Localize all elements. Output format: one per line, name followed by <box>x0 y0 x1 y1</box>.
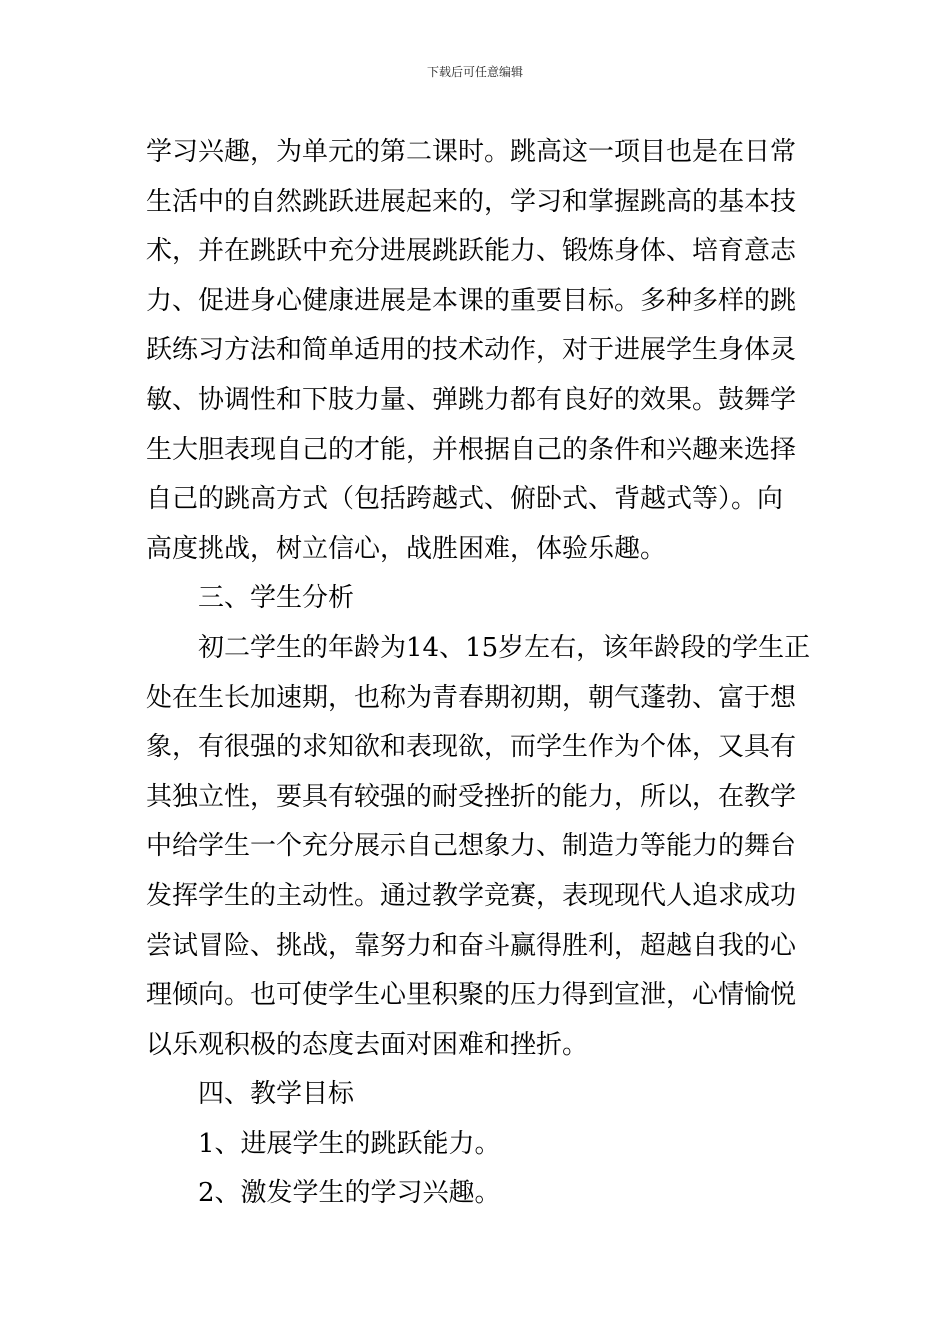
text-line: 高度挑战，树立信心，战胜困难，体验乐趣。 <box>146 533 667 564</box>
text-line: 尝试冒险、挑战，靠努力和奋斗赢得胜利，超越自我的心 <box>146 930 797 961</box>
text-line: 力、促进身心健康进展是本课的重要目标。多种多样的跳 <box>146 285 797 316</box>
text-line: 自己的跳高方式（包括跨越式、俯卧式、背越式等）。向 <box>146 484 784 515</box>
text-line: 象，有很强的求知欲和表现欲，而学生作为个体，又具有 <box>146 732 797 763</box>
text-line: 术，并在跳跃中充分进展跳跃能力、锻炼身体、培育意志 <box>146 236 797 267</box>
list-item: 1、进展学生的跳跃能力。 <box>198 1128 501 1159</box>
page-header: 下载后可任意编辑 <box>426 65 523 79</box>
text-line: 生大胆表现自己的才能，并根据自己的条件和兴趣来选择 <box>146 434 797 465</box>
text-line: 其独立性，要具有较强的耐受挫折的能力，所以，在教学 <box>146 781 797 812</box>
text-line: 敏、协调性和下肢力量、弹跳力都有良好的效果。鼓舞学 <box>146 384 797 415</box>
text-line: 跃练习方法和简单适用的技术动作，对于进展学生身体灵 <box>146 335 797 366</box>
list-item: 2、激发学生的学习兴趣。 <box>198 1178 501 1209</box>
text-line: 初二学生的年龄为14、15岁左右，该年龄段的学生正 <box>198 632 811 663</box>
text-line: 学习兴趣，为单元的第二课时。跳高这一项目也是在日常 <box>146 137 797 167</box>
text-line: 发挥学生的主动性。通过教学竞赛，表现现代人追求成功 <box>146 880 797 911</box>
text-line: 以乐观积极的态度去面对困难和挫折。 <box>146 1029 589 1060</box>
text-line: 处在生长加速期，也称为青春期初期，朝气蓬勃、富于想 <box>146 682 797 713</box>
text-line: 生活中的自然跳跃进展起来的，学习和掌握跳高的基本技 <box>146 186 797 217</box>
text-line: 中给学生一个充分展示自己想象力、制造力等能力的舞台 <box>146 831 797 862</box>
text-line: 理倾向。也可使学生心里积聚的压力得到宣泄，心情愉悦 <box>146 980 797 1011</box>
section-heading: 三、学生分析 <box>198 583 355 614</box>
section-heading: 四、教学目标 <box>198 1079 355 1110</box>
document-body <box>146 128 816 1219</box>
